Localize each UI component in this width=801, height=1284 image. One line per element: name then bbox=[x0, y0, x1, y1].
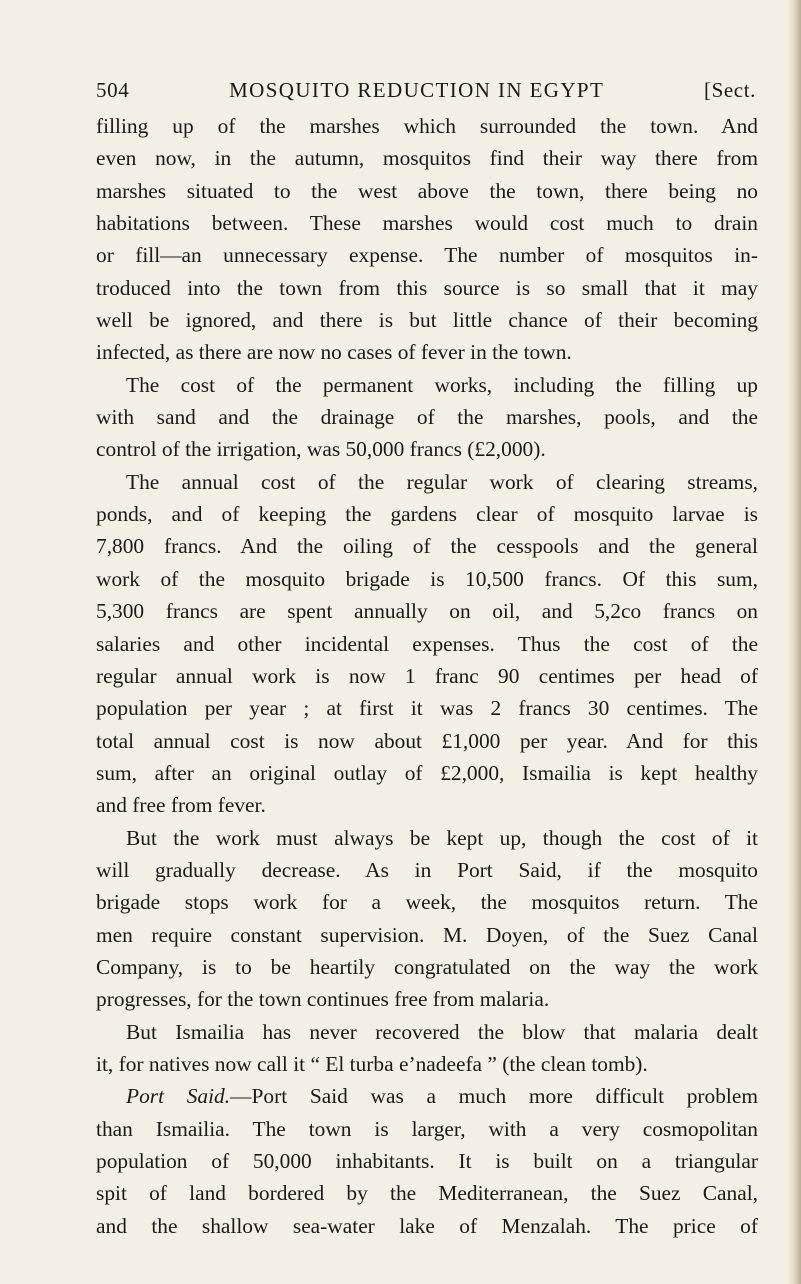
text-line: population of 50,000 inhabitants. It is built on a triangular bbox=[96, 1149, 758, 1173]
text-line: progresses, for the town continues free from malaria. bbox=[96, 987, 550, 1012]
text-line: troduced into the town from this source is so small that it may bbox=[96, 275, 758, 300]
text-line: and the shallow sea-water lake of Menzalah. The price of bbox=[96, 1213, 758, 1238]
text-line: 5,300 francs are spent annually on oil, and 5,2co francs on bbox=[96, 599, 758, 624]
text-line: control of the irrigation, was 50,000 francs (£2,000). bbox=[96, 437, 546, 462]
text-line-port-said bbox=[96, 1080, 758, 1112]
text-line: work of the mosquito brigade is 10,500 francs. Of this sum, bbox=[96, 566, 758, 591]
text-line: with sand and the drainage of the marshes, pools, and the bbox=[96, 405, 758, 430]
page-edge-shadow bbox=[787, 0, 801, 1284]
text-line: regular annual work is now 1 franc 90 centimes per head of bbox=[96, 663, 758, 688]
port-said-heading: Port Said. bbox=[126, 1084, 231, 1109]
text-line: But the work must always be kept up, though the cost of it bbox=[126, 825, 758, 850]
running-head bbox=[96, 78, 756, 108]
text-line: filling up of the marshes which surrounded the town. And bbox=[96, 114, 758, 138]
text-line: habitations between. These marshes would cost much to drain bbox=[96, 211, 758, 236]
text-line: sum, after an original outlay of £2,000, Ismailia is kept healthy bbox=[96, 760, 758, 785]
text-line: will gradually decrease. As in Port Said, if the mosquito bbox=[96, 857, 758, 882]
text-line: brigade stops work for a week, the mosquitos return. The bbox=[96, 890, 758, 915]
text-line: it, for natives now call it “ El turba e’nadeefa ” (the clean tomb). bbox=[96, 1051, 648, 1076]
running-title: MOSQUITO REDUCTION IN EGYPT bbox=[229, 78, 605, 102]
text-line: and free from fever. bbox=[96, 793, 266, 818]
text-line: But Ismailia has never recovered the blow that malaria dealt bbox=[126, 1019, 758, 1044]
section-marker: [Sect. bbox=[704, 78, 756, 102]
page-number: 504 bbox=[96, 78, 130, 102]
text-line: population per year ; at first it was 2 francs 30 centimes. The bbox=[96, 696, 758, 721]
text-line: or fill—an unnecessary expense. The number of mosquitos in- bbox=[96, 243, 758, 268]
text-line: total annual cost is now about £1,000 per year. And for this bbox=[96, 728, 758, 753]
text-line: than Ismailia. The town is larger, with a very cosmopolitan bbox=[96, 1116, 758, 1141]
text-line: men require constant supervision. M. Doyen, of the Suez Canal bbox=[96, 922, 758, 947]
text-line: even now, in the autumn, mosquitos find their way there from bbox=[96, 146, 758, 171]
body-text bbox=[96, 110, 758, 1242]
text-line: Company, is to be heartily congratulated on the way the work bbox=[96, 954, 758, 979]
text-line: The annual cost of the regular work of clearing streams, bbox=[126, 469, 758, 494]
text-line: The cost of the permanent works, including the filling up bbox=[126, 372, 758, 397]
body-lines bbox=[96, 110, 758, 1080]
text-line: salaries and other incidental expenses. Thus the cost of the bbox=[96, 631, 758, 656]
text-line: 7,800 francs. And the oiling of the cesspools and the general bbox=[96, 534, 758, 559]
text-line: ponds, and of keeping the gardens clear of mosquito larvae is bbox=[96, 502, 758, 527]
body-lines-tail bbox=[96, 1113, 758, 1242]
text-line: spit of land bordered by the Mediterranean, the Suez Canal, bbox=[96, 1181, 758, 1206]
text-line: infected, as there are now no cases of fever in the town. bbox=[96, 340, 572, 365]
port-said-line-rest: —Port Said was a much more difficult problem bbox=[230, 1084, 758, 1109]
text-line: marshes situated to the west above the town, there being no bbox=[96, 178, 758, 203]
text-line: well be ignored, and there is but little chance of their becoming bbox=[96, 308, 758, 333]
